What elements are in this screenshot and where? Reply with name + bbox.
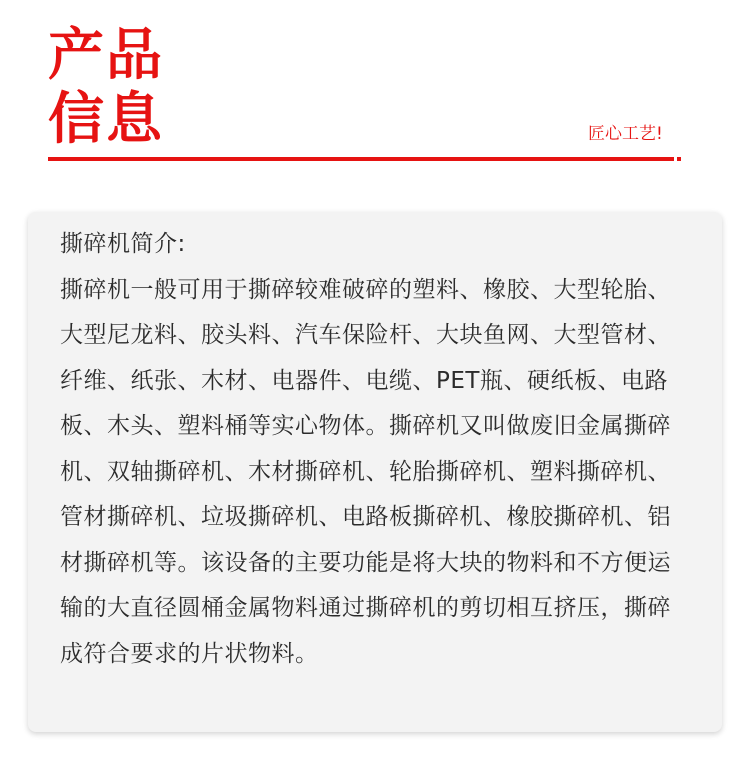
intro-heading: 撕碎机简介: bbox=[60, 231, 186, 257]
page-title-line-1: 产品 bbox=[48, 23, 164, 88]
intro-text-block bbox=[60, 222, 692, 677]
header-divider-dot bbox=[677, 157, 681, 161]
header-divider bbox=[48, 157, 674, 161]
intro-paragraph: 撕碎机一般可用于撕碎较难破碎的塑料、橡胶、大型轮胎、大型尼龙料、胶头料、汽车保险杆、大块鱼网、大型管材、纤维、纸张、木材、电器件、电缆、PET瓶、硬纸板、电路板、木头、塑料桶等实心物体。撕碎机又叫做废旧金属撕碎机、双轴撕碎机、木材撕碎机、轮胎撕碎机、塑料撕碎机、管材撕碎机、垃圾撕碎机、电路板撕碎机、橡胶撕碎机、铝材撕碎机等。该设备的主要功能是将大块的物料和不方便运输的大直径圆桶金属物料通过撕碎机的剪切相互挤压，撕碎成符合要求的片状物料。 bbox=[60, 276, 671, 667]
page-title-line-2: 信息 bbox=[48, 87, 164, 152]
intro-card bbox=[28, 212, 722, 732]
page-header bbox=[0, 0, 750, 180]
slogan-text: 匠心工艺! bbox=[588, 124, 663, 144]
page-title bbox=[48, 24, 164, 152]
